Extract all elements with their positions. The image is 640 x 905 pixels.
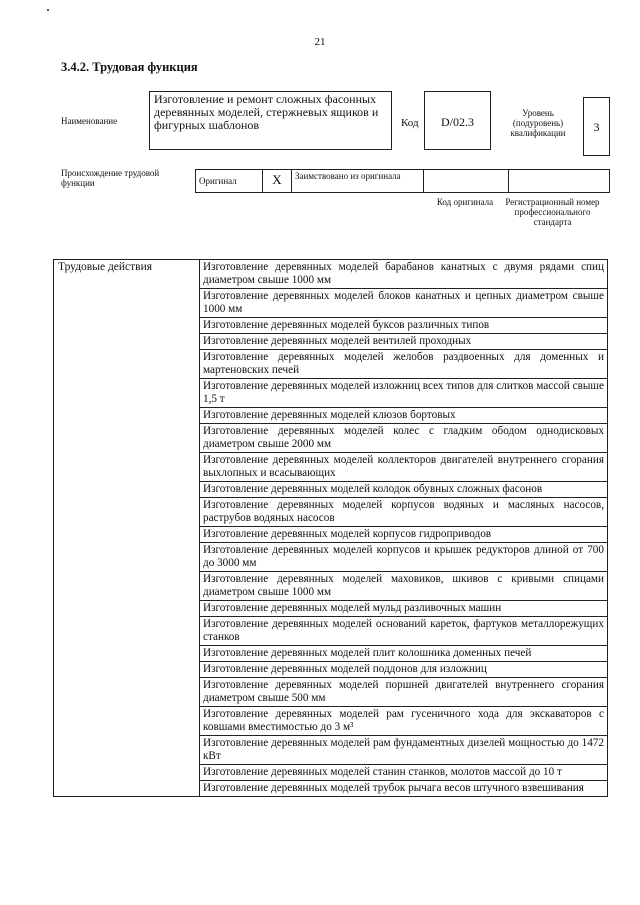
section-title: 3.4.2. Трудовая функция	[61, 60, 198, 74]
labor-action-item: Изготовление деревянных моделей коллекторов двигателей внутреннего сгорания выхлопных и всасывающих	[200, 453, 608, 482]
labor-action-item: Изготовление деревянных моделей рам гусеничного хода для экскаваторов с ковшами вместимостью до 3 м³	[200, 707, 608, 736]
origin-label: Происхождение трудовой функции	[61, 168, 160, 188]
labor-action-item: Изготовление деревянных моделей корпусов гидроприводов	[200, 527, 608, 543]
qualification-level-value: 3	[583, 97, 610, 156]
table-row	[54, 260, 608, 289]
labor-action-item: Изготовление деревянных моделей трубок рычага весов штучного взвешивания	[200, 781, 608, 797]
labor-action-item: Изготовление деревянных моделей вентилей проходных	[200, 334, 608, 350]
labor-action-item: Изготовление деревянных моделей буксов различных типов	[200, 318, 608, 334]
labor-action-item: Изготовление деревянных моделей мульд разливочных машин	[200, 601, 608, 617]
labor-action-item: Изготовление деревянных моделей маховиков, шкивов с кривыми спицами диаметром свыше 1000 мм	[200, 572, 608, 601]
labor-action-item: Изготовление деревянных моделей изложниц всех типов для слитков массой свыше 1,5 т	[200, 379, 608, 408]
labor-action-item: Изготовление деревянных моделей плит колошника доменных печей	[200, 646, 608, 662]
original-code-cell	[424, 170, 509, 193]
labor-action-item: Изготовление деревянных моделей оснований кареток, фартуков металлорежущих станков	[200, 617, 608, 646]
code-label: Код	[401, 117, 419, 129]
borrowed-label: Заимствовано из оригинала	[292, 170, 424, 193]
labor-action-item: Изготовление деревянных моделей клюзов бортовых	[200, 408, 608, 424]
page-number: 21	[314, 36, 326, 48]
labor-action-item: Изготовление деревянных моделей корпусов и крышек редукторов длиной от 700 до 3000 мм	[200, 543, 608, 572]
registration-caption: Регистрационный номер профессионального стандарта	[505, 197, 600, 227]
labor-actions-table	[53, 259, 608, 797]
labor-action-item: Изготовление деревянных моделей поддонов для изложниц	[200, 662, 608, 678]
original-label: Оригинал	[196, 170, 263, 193]
name-label: Наименование	[61, 116, 118, 126]
scan-speck	[47, 9, 49, 11]
labor-action-item: Изготовление деревянных моделей станин станков, молотов массой до 10 т	[200, 765, 608, 781]
function-name-value: Изготовление и ремонт сложных фасонных деревянных моделей, стержневых ящиков и фигурных шаблонов	[149, 91, 392, 150]
labor-action-item: Изготовление деревянных моделей желобов раздвоенных для доменных и мартеновских печей	[200, 350, 608, 379]
qualification-level-label: Уровень (подуровень) квалификации	[510, 108, 566, 138]
labor-action-item: Изготовление деревянных моделей поршней двигателей внутреннего сгорания диаметром свыше 500 мм	[200, 678, 608, 707]
labor-actions-label: Трудовые действия	[54, 260, 200, 797]
original-mark: X	[263, 170, 292, 193]
labor-action-item: Изготовление деревянных моделей корпусов водяных и масляных насосов, раструбов водяных насосов	[200, 498, 608, 527]
code-caption: Код оригинала	[436, 197, 494, 207]
labor-action-item: Изготовление деревянных моделей барабанов канатных с двумя рядами спиц диаметром свыше 1000 мм	[200, 260, 608, 289]
labor-action-item: Изготовление деревянных моделей колес с гладким ободом однодисковых диаметром свыше 2000 мм	[200, 424, 608, 453]
registration-number-cell	[509, 170, 610, 193]
labor-action-item: Изготовление деревянных моделей колодок обувных сложных фасонов	[200, 482, 608, 498]
labor-action-item: Изготовление деревянных моделей рам фундаментных дизелей мощностью до 1472 кВт	[200, 736, 608, 765]
function-code-value: D/02.3	[424, 91, 491, 150]
labor-action-item: Изготовление деревянных моделей блоков канатных и цепных диаметром свыше 1000 мм	[200, 289, 608, 318]
origin-table	[195, 169, 610, 193]
